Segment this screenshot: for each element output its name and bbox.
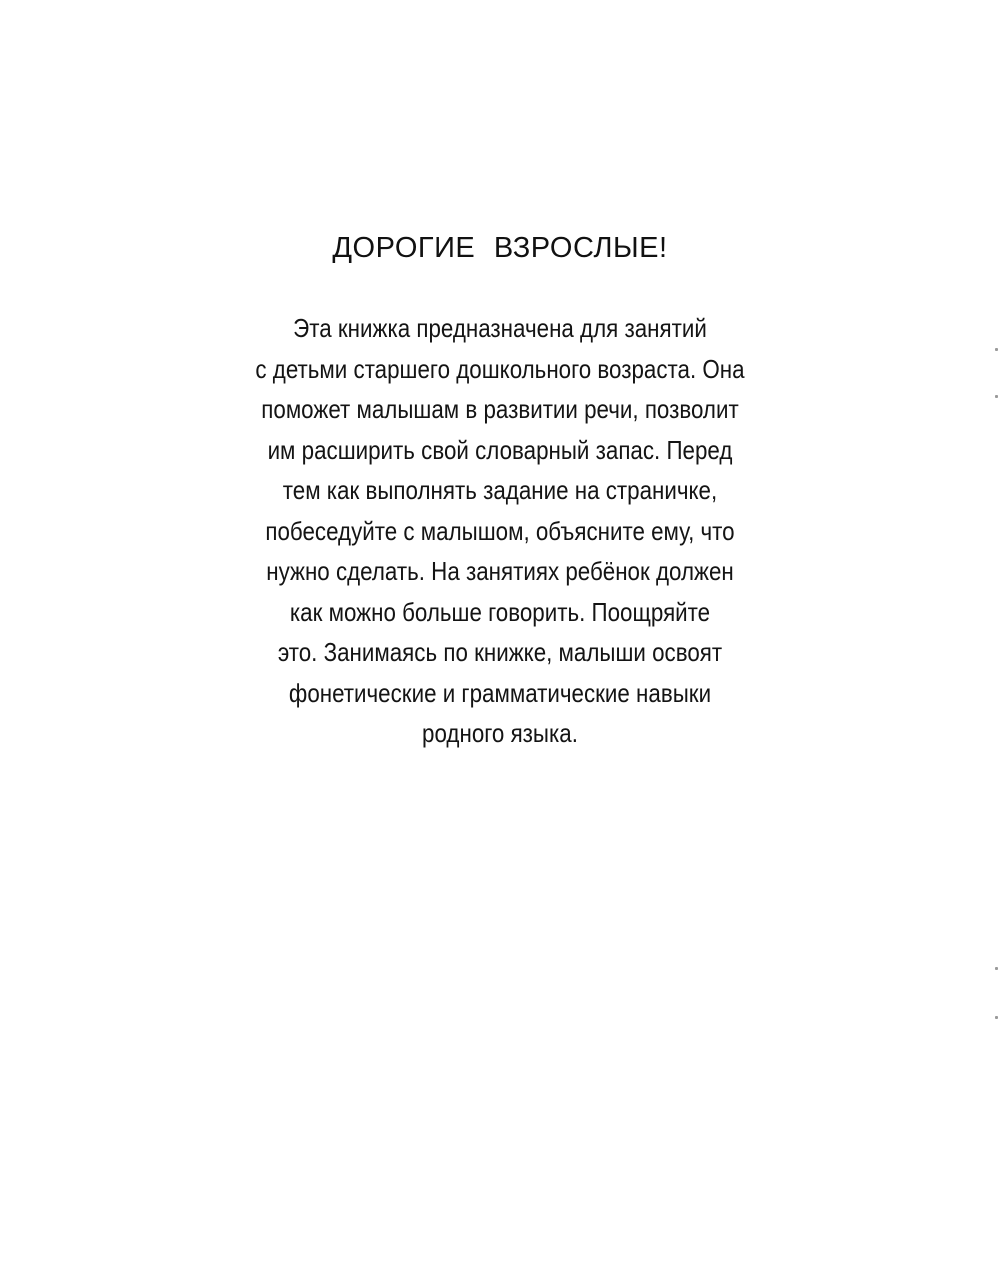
paragraph-line: фонетические и грамматические навыки (288, 677, 712, 708)
scan-artifact-mark (995, 1016, 998, 1019)
paragraph-line: нужно сделать. На занятиях ребёнок должен (266, 556, 734, 586)
paragraph-line: побеседуйте с малышом, объясните ему, что (265, 515, 735, 546)
paragraph-line: тем как выполнять задание на страничке, (282, 475, 718, 505)
scan-artifact-mark (995, 348, 998, 351)
paragraph-line: как можно больше говорить. Поощряйте (289, 596, 711, 627)
scan-artifact-mark (995, 967, 998, 970)
paragraph-line: им расширить свой словарный запас. Перед (267, 434, 733, 465)
paragraph-line: поможет малышам в развитии речи, позволит (261, 394, 739, 424)
paragraph-line: Эта книжка предназначена для занятий (293, 313, 707, 343)
paragraph-line: это. Занимаясь по книжке, малыши освоят (277, 637, 723, 667)
page-title: ДОРОГИЕ ВЗРОСЛЫЕ! (332, 232, 668, 264)
scan-artifact-mark (995, 395, 998, 398)
paragraph-line: с детьми старшего дошкольного возраста. Она (255, 353, 745, 384)
intro-paragraph (199, 308, 801, 754)
paragraph-line: родного языка. (422, 718, 578, 748)
